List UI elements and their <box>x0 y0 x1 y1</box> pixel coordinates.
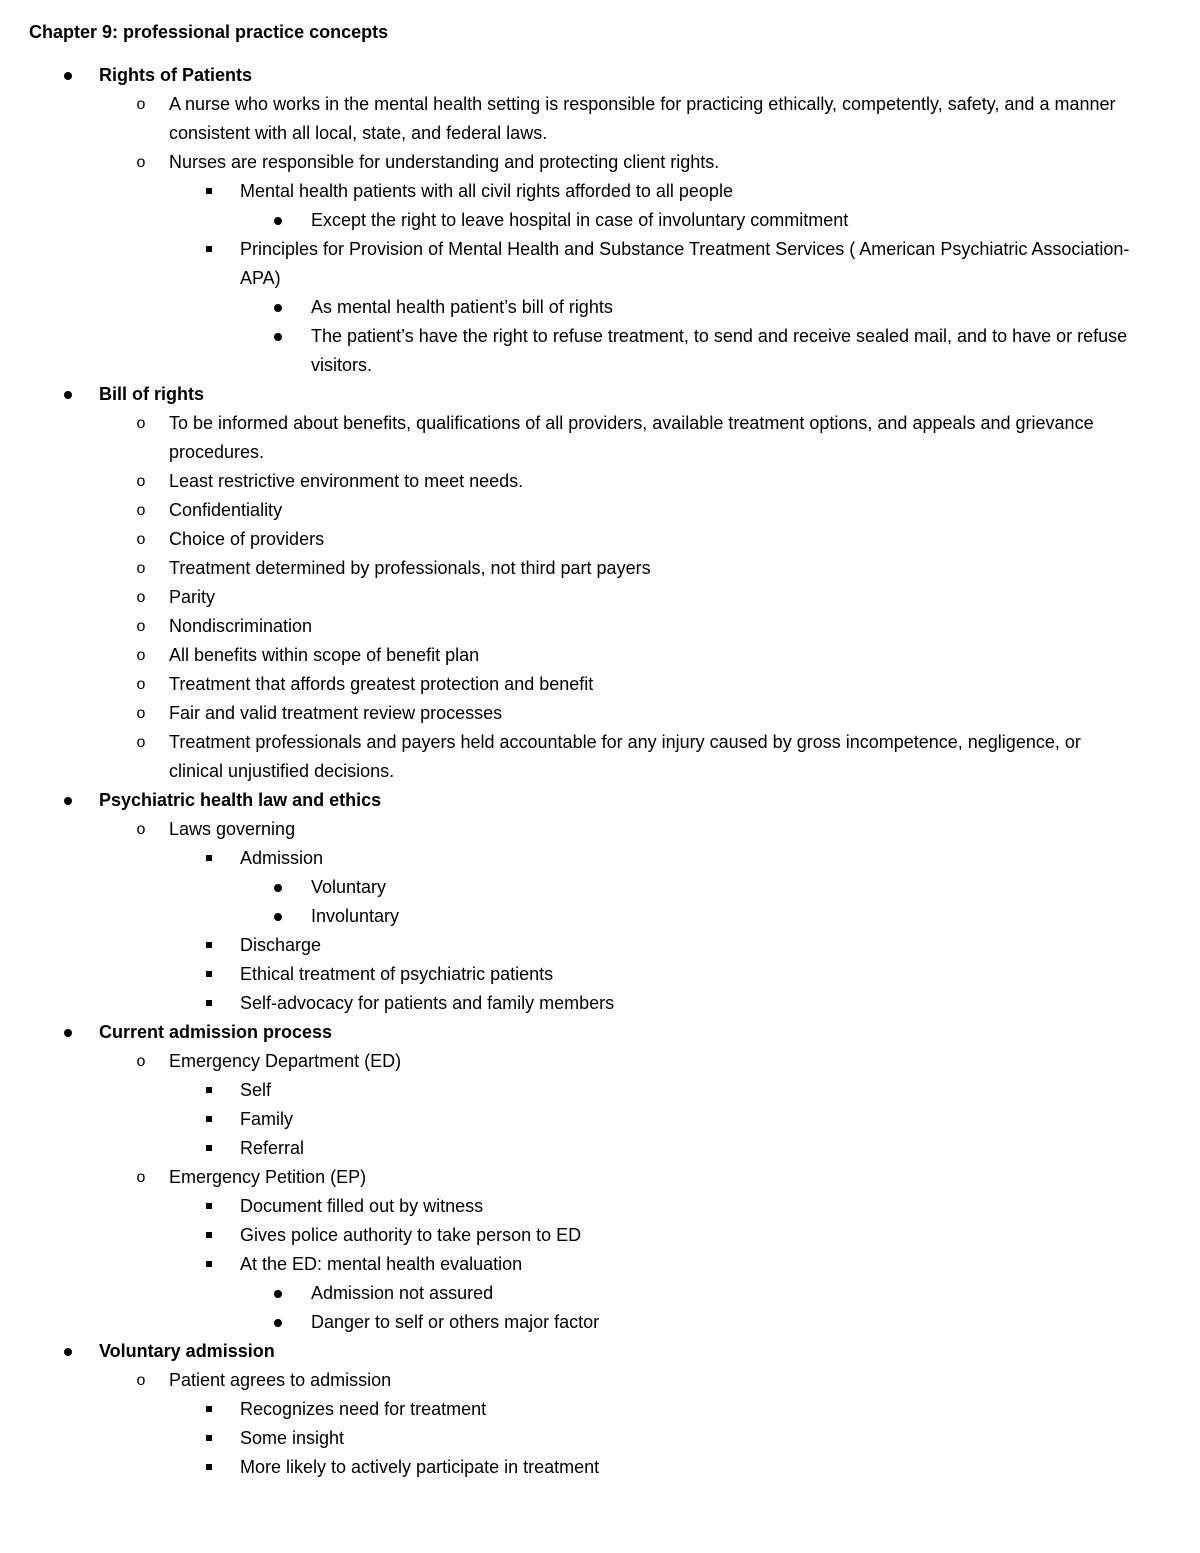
outline-item-text: Parity <box>169 587 216 607</box>
bullet-dot-icon <box>268 1279 288 1308</box>
bullet-square-icon <box>199 1424 219 1453</box>
outline-item-level-1 <box>0 786 1129 815</box>
outline-item-text: Voluntary <box>311 877 387 897</box>
bullet-dot-icon <box>268 206 288 235</box>
outline-item-level-1 <box>0 380 1129 409</box>
outline-item-text: All benefits within scope of benefit plan <box>169 645 480 665</box>
bullet-square-icon <box>199 1395 219 1424</box>
outline-item-level-2 <box>0 583 1129 612</box>
bullet-circle-icon: o <box>136 415 146 432</box>
outline-item-text: Self <box>240 1080 272 1100</box>
bullet-circle-icon: o <box>136 473 146 490</box>
bullet-circle-icon: o <box>136 502 146 519</box>
bullet-circle-icon: o <box>136 531 146 548</box>
outline-item-text: Current admission process <box>99 1022 333 1042</box>
outline-item-level-3 <box>0 1424 1130 1453</box>
outline-item-level-3 <box>0 1250 1130 1279</box>
outline-item-text: Treatment professionals and payers held accountable for any injury caused by gross incompetence, negligence, or clinical unjustified decisions. <box>169 732 1081 781</box>
outline-item-text: Choice of providers <box>169 529 325 549</box>
outline-item-level-2 <box>0 1047 1129 1076</box>
outline-item-text: At the ED: mental health evaluation <box>240 1254 523 1274</box>
outline-item-level-1 <box>0 61 1129 90</box>
bullet-square-icon <box>199 1076 219 1105</box>
outline-item-text: To be informed about benefits, qualifications of all providers, available treatment options, and appeals and grievance procedures. <box>169 413 1094 462</box>
outline-item-level-3 <box>0 1134 1130 1163</box>
outline-item-text: Treatment determined by professionals, not third part payers <box>169 558 651 578</box>
bullet-circle-icon: o <box>136 647 146 664</box>
outline-item-text: Principles for Provision of Mental Health and Substance Treatment Services ( American Psychiatric Association-APA) <box>240 239 1130 288</box>
outline-item-level-4 <box>0 1279 1131 1308</box>
outline-item-text: The patient’s have the right to refuse treatment, to send and receive sealed mail, and to have or refuse visitors. <box>311 326 1128 375</box>
bullet-dot-icon <box>268 902 288 931</box>
bullet-dot-icon <box>58 380 78 409</box>
outline-item-level-3 <box>0 931 1130 960</box>
outline-item-text: Recognizes need for treatment <box>240 1399 487 1419</box>
outline-item-text: Patient agrees to admission <box>169 1370 392 1390</box>
bullet-square-icon <box>199 1134 219 1163</box>
outline-item-text: Mental health patients with all civil rights afforded to all people <box>240 181 733 201</box>
bullet-square-icon <box>199 989 219 1018</box>
outline-item-level-1 <box>0 1337 1129 1366</box>
bullet-circle-icon: o <box>136 734 146 751</box>
page-title: Chapter 9: professional practice concepts <box>29 22 389 42</box>
outline-item-text: Confidentiality <box>169 500 283 520</box>
bullet-circle-icon: o <box>136 1169 146 1186</box>
outline-item-text: Gives police authority to take person to ED <box>240 1225 582 1245</box>
bullet-circle-icon: o <box>136 1372 146 1389</box>
outline-item-level-2 <box>0 467 1129 496</box>
outline-item-text: Ethical treatment of psychiatric patients <box>240 964 554 984</box>
bullet-square-icon <box>199 1221 219 1250</box>
bullet-square-icon <box>199 960 219 989</box>
outline-item-text: Rights of Patients <box>99 65 253 85</box>
bullet-circle-icon: o <box>136 705 146 722</box>
outline-item-text: Some insight <box>240 1428 345 1448</box>
outline-item-level-3 <box>0 235 1130 293</box>
outline-item-level-2 <box>0 1163 1129 1192</box>
outline-item-text: Bill of rights <box>99 384 204 404</box>
bullet-circle-icon: o <box>136 1053 146 1070</box>
outline-item-text: Referral <box>240 1138 305 1158</box>
outline-item-level-3 <box>0 1076 1130 1105</box>
outline-item-text: Involuntary <box>311 906 400 926</box>
bullet-circle-icon: o <box>136 589 146 606</box>
bullet-square-icon <box>199 931 219 960</box>
outline-item-level-2 <box>0 699 1129 728</box>
outline-item-level-3 <box>0 1395 1130 1424</box>
bullet-square-icon <box>199 235 219 264</box>
bullet-dot-icon <box>268 1308 288 1337</box>
outline-list <box>0 61 1200 1482</box>
outline-item-level-4 <box>0 293 1131 322</box>
bullet-circle-icon: o <box>136 96 146 113</box>
outline-item-level-4 <box>0 1308 1131 1337</box>
outline-item-text: Admission not assured <box>311 1283 494 1303</box>
bullet-dot-icon <box>268 322 288 351</box>
outline-item-level-4 <box>0 873 1131 902</box>
outline-item-text: Laws governing <box>169 819 296 839</box>
bullet-square-icon <box>199 1453 219 1482</box>
outline-item-level-2 <box>0 496 1129 525</box>
outline-item-level-2 <box>0 670 1129 699</box>
outline-item-text: Discharge <box>240 935 322 955</box>
outline-item-text: Treatment that affords greatest protection and benefit <box>169 674 594 694</box>
bullet-square-icon <box>199 1192 219 1221</box>
outline-item-level-3 <box>0 177 1130 206</box>
outline-item-text: Self-advocacy for patients and family members <box>240 993 615 1013</box>
outline-item-level-2 <box>0 90 1129 148</box>
outline-item-text: Emergency Department (ED) <box>169 1051 402 1071</box>
bullet-square-icon <box>199 1250 219 1279</box>
outline-item-level-3 <box>0 1221 1130 1250</box>
bullet-circle-icon: o <box>136 154 146 171</box>
outline-item-text: Least restrictive environment to meet needs. <box>169 471 524 491</box>
outline-item-level-2 <box>0 728 1129 786</box>
bullet-square-icon <box>199 1105 219 1134</box>
outline-item-level-3 <box>0 960 1130 989</box>
bullet-dot-icon <box>58 61 78 90</box>
outline-item-level-2 <box>0 554 1129 583</box>
outline-item-level-2 <box>0 1366 1129 1395</box>
outline-item-text: Fair and valid treatment review processes <box>169 703 503 723</box>
bullet-circle-icon: o <box>136 560 146 577</box>
outline-item-level-3 <box>0 1105 1130 1134</box>
bullet-square-icon <box>199 177 219 206</box>
bullet-circle-icon: o <box>136 821 146 838</box>
outline-item-text: A nurse who works in the mental health setting is responsible for practicing ethically, competently, safety, and a manner consistent with all local, state, and federal laws. <box>169 94 1116 143</box>
outline-item-text: More likely to actively participate in treatment <box>240 1457 600 1477</box>
bullet-dot-icon <box>58 786 78 815</box>
outline-item-level-2 <box>0 148 1129 177</box>
bullet-circle-icon: o <box>136 618 146 635</box>
bullet-dot-icon <box>268 293 288 322</box>
bullet-dot-icon <box>58 1018 78 1047</box>
outline-item-level-2 <box>0 525 1129 554</box>
outline-item-text: Document filled out by witness <box>240 1196 484 1216</box>
outline-item-text: Psychiatric health law and ethics <box>99 790 382 810</box>
outline-item-text: Except the right to leave hospital in case of involuntary commitment <box>311 210 849 230</box>
outline-item-level-2 <box>0 815 1129 844</box>
outline-item-level-3 <box>0 1453 1130 1482</box>
outline-item-level-2 <box>0 612 1129 641</box>
outline-item-level-1 <box>0 1018 1129 1047</box>
outline-item-text: Voluntary admission <box>99 1341 275 1361</box>
bullet-dot-icon <box>268 873 288 902</box>
outline-item-level-4 <box>0 902 1131 931</box>
outline-item-text: As mental health patient’s bill of rights <box>311 297 613 317</box>
outline-item-text: Emergency Petition (EP) <box>169 1167 367 1187</box>
outline-item-level-2 <box>0 641 1129 670</box>
outline-item-level-3 <box>0 844 1130 873</box>
bullet-dot-icon <box>58 1337 78 1366</box>
outline-item-level-3 <box>0 1192 1130 1221</box>
outline-item-text: Admission <box>240 848 324 868</box>
outline-item-text: Danger to self or others major factor <box>311 1312 600 1332</box>
outline-item-text: Nondiscrimination <box>169 616 313 636</box>
outline-item-text: Nurses are responsible for understanding and protecting client rights. <box>169 152 720 172</box>
bullet-circle-icon: o <box>136 676 146 693</box>
outline-item-level-4 <box>0 206 1131 235</box>
outline-item-level-4 <box>0 322 1131 380</box>
outline-item-level-2 <box>0 409 1129 467</box>
outline-item-level-3 <box>0 989 1130 1018</box>
bullet-square-icon <box>199 844 219 873</box>
outline-item-text: Family <box>240 1109 293 1129</box>
